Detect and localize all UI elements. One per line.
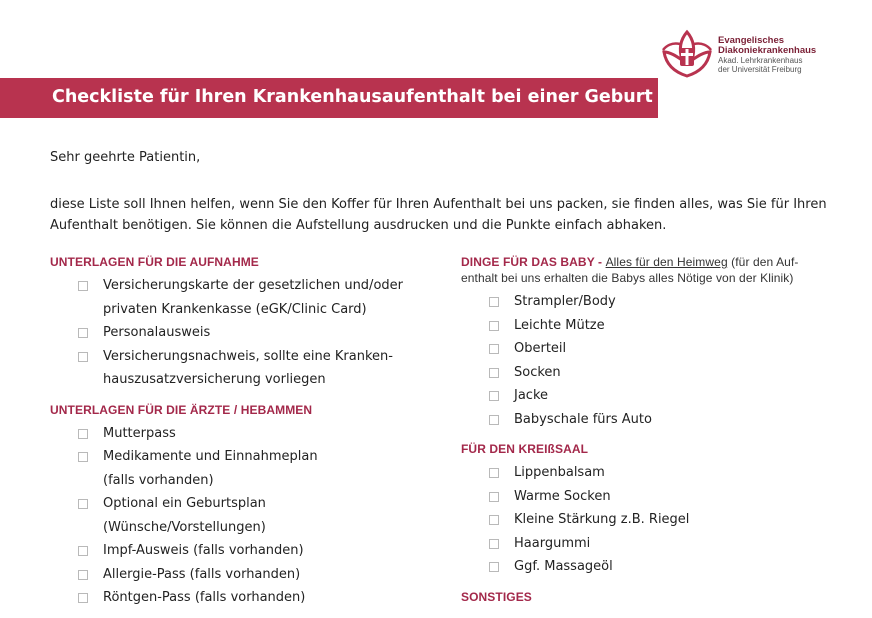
section-title-kreisssaal: FÜR DEN KREIßSAAL (461, 442, 589, 456)
section-title-aufnahme: UNTERLAGEN FÜR DIE AUFNAHME (50, 255, 259, 269)
item-text: Warme Socken (514, 488, 611, 504)
checkbox[interactable] (489, 297, 499, 307)
left-column (50, 254, 430, 610)
intro-paragraph (50, 194, 830, 236)
logo-line4: der Universität Freiburg (718, 65, 802, 74)
list-item (50, 274, 430, 321)
item-text: Kleine Stärkung z.B. Riegel (514, 512, 690, 527)
list-item (461, 314, 841, 338)
intro-line-2: Aufenthalt benötigen. Sie können die Aufstellung ausdrucken und die Punkte einfach abhaken. (50, 218, 667, 233)
checkbox[interactable] (489, 321, 499, 331)
list-kreisssaal (461, 461, 841, 579)
checkbox[interactable] (489, 415, 499, 425)
section-title-aerzte: UNTERLAGEN FÜR DIE ÄRZTE / HEBAMMEN (50, 402, 313, 417)
item-text: Allergie-Pass (falls vorhanden) (103, 566, 301, 582)
list-item (461, 532, 841, 556)
intro-line-1: diese Liste soll Ihnen helfen, wenn Sie den Koffer für Ihren Aufenthalt bei uns packen, sie finden alles, was Sie für Ihren (50, 197, 827, 212)
checkbox[interactable] (78, 499, 88, 509)
list-aerzte (50, 422, 430, 610)
item-text: Medikamente und Einnahmeplan (103, 449, 318, 464)
baby-note-line2: enthalt bei uns erhalten die Babys alles Nötige von der Klinik) (461, 271, 794, 285)
list-aufnahme (50, 274, 430, 392)
item-text: Ggf. Massageöl (514, 559, 613, 574)
list-item (461, 408, 841, 432)
item-text: Leichte Mütze (514, 317, 605, 333)
list-item (461, 485, 841, 509)
list-item (461, 461, 841, 485)
item-text-cont: (Wünsche/Vorstellungen) (103, 519, 266, 535)
logo-line3: Akad. Lehrkrankenhaus (718, 56, 803, 65)
title-banner (0, 78, 658, 118)
checkbox[interactable] (489, 344, 499, 354)
item-text: Personalausweis (103, 325, 211, 340)
checkbox[interactable] (489, 492, 499, 502)
list-baby (461, 290, 841, 431)
checkbox[interactable] (78, 429, 88, 439)
baby-note-rest: (für den Auf- (727, 255, 799, 269)
item-text: Jacke (514, 388, 549, 403)
checkbox[interactable] (489, 368, 499, 378)
list-item (461, 508, 841, 532)
item-text-cont: (falls vorhanden) (103, 472, 214, 488)
item-text: Versicherungskarte der gesetzlichen und/oder (103, 278, 403, 293)
checkbox[interactable] (78, 328, 88, 338)
baby-note-underlined: Alles für den Heimweg (605, 255, 728, 269)
list-item (461, 555, 841, 579)
list-item (461, 337, 841, 361)
list-item (50, 586, 430, 610)
checkbox[interactable] (78, 452, 88, 462)
list-item (461, 290, 841, 314)
item-text: Lippenbalsam (514, 465, 605, 480)
baby-title: DINGE FÜR DAS BABY - (461, 255, 603, 269)
logo-text (718, 36, 816, 74)
item-text: Impf-Ausweis (falls vorhanden) (103, 543, 304, 558)
list-item (50, 422, 430, 446)
list-item (50, 345, 430, 392)
item-text: Socken (514, 364, 561, 380)
checkbox[interactable] (489, 562, 499, 572)
checkbox[interactable] (78, 593, 88, 603)
item-text-cont: hauszusatzversicherung vorliegen (103, 372, 326, 387)
list-item (461, 384, 841, 408)
item-text-cont: privaten Krankenkasse (eGK/Clinic Card) (103, 301, 367, 317)
item-text: Haargummi (514, 535, 591, 551)
checkbox[interactable] (78, 570, 88, 580)
checkbox[interactable] (489, 515, 499, 525)
lotus-cross-icon (658, 26, 716, 84)
list-item (50, 563, 430, 587)
section-title-baby (461, 254, 841, 286)
item-text: Babyschale fürs Auto (514, 411, 652, 427)
item-text: Mutterpass (103, 425, 176, 441)
item-text: Röntgen-Pass (falls vorhanden) (103, 590, 306, 605)
list-item (50, 492, 430, 539)
item-text: Strampler/Body (514, 294, 616, 309)
section-title-sonstiges: SONSTIGES (461, 589, 532, 604)
checkbox[interactable] (78, 352, 88, 362)
item-text: Versicherungsnachweis, sollte eine Kranken- (103, 348, 393, 364)
item-text: Oberteil (514, 341, 567, 356)
list-item (50, 321, 430, 345)
list-item (50, 539, 430, 563)
list-item (50, 445, 430, 492)
list-item (461, 361, 841, 385)
logo-line1: Evangelisches (718, 35, 785, 46)
checkbox[interactable] (489, 468, 499, 478)
logo-line2: Diakoniekrankenhaus (718, 45, 817, 56)
checkbox[interactable] (489, 391, 499, 401)
hospital-logo (658, 26, 868, 84)
checkbox[interactable] (78, 281, 88, 291)
checkbox[interactable] (78, 546, 88, 556)
greeting: Sehr geehrte Patientin, (50, 150, 201, 165)
right-column (461, 254, 841, 605)
checkbox[interactable] (489, 539, 499, 549)
page-title: Checkliste für Ihren Krankenhausaufenthalt bei einer Geburt (52, 87, 653, 107)
item-text: Optional ein Geburtsplan (103, 496, 266, 511)
